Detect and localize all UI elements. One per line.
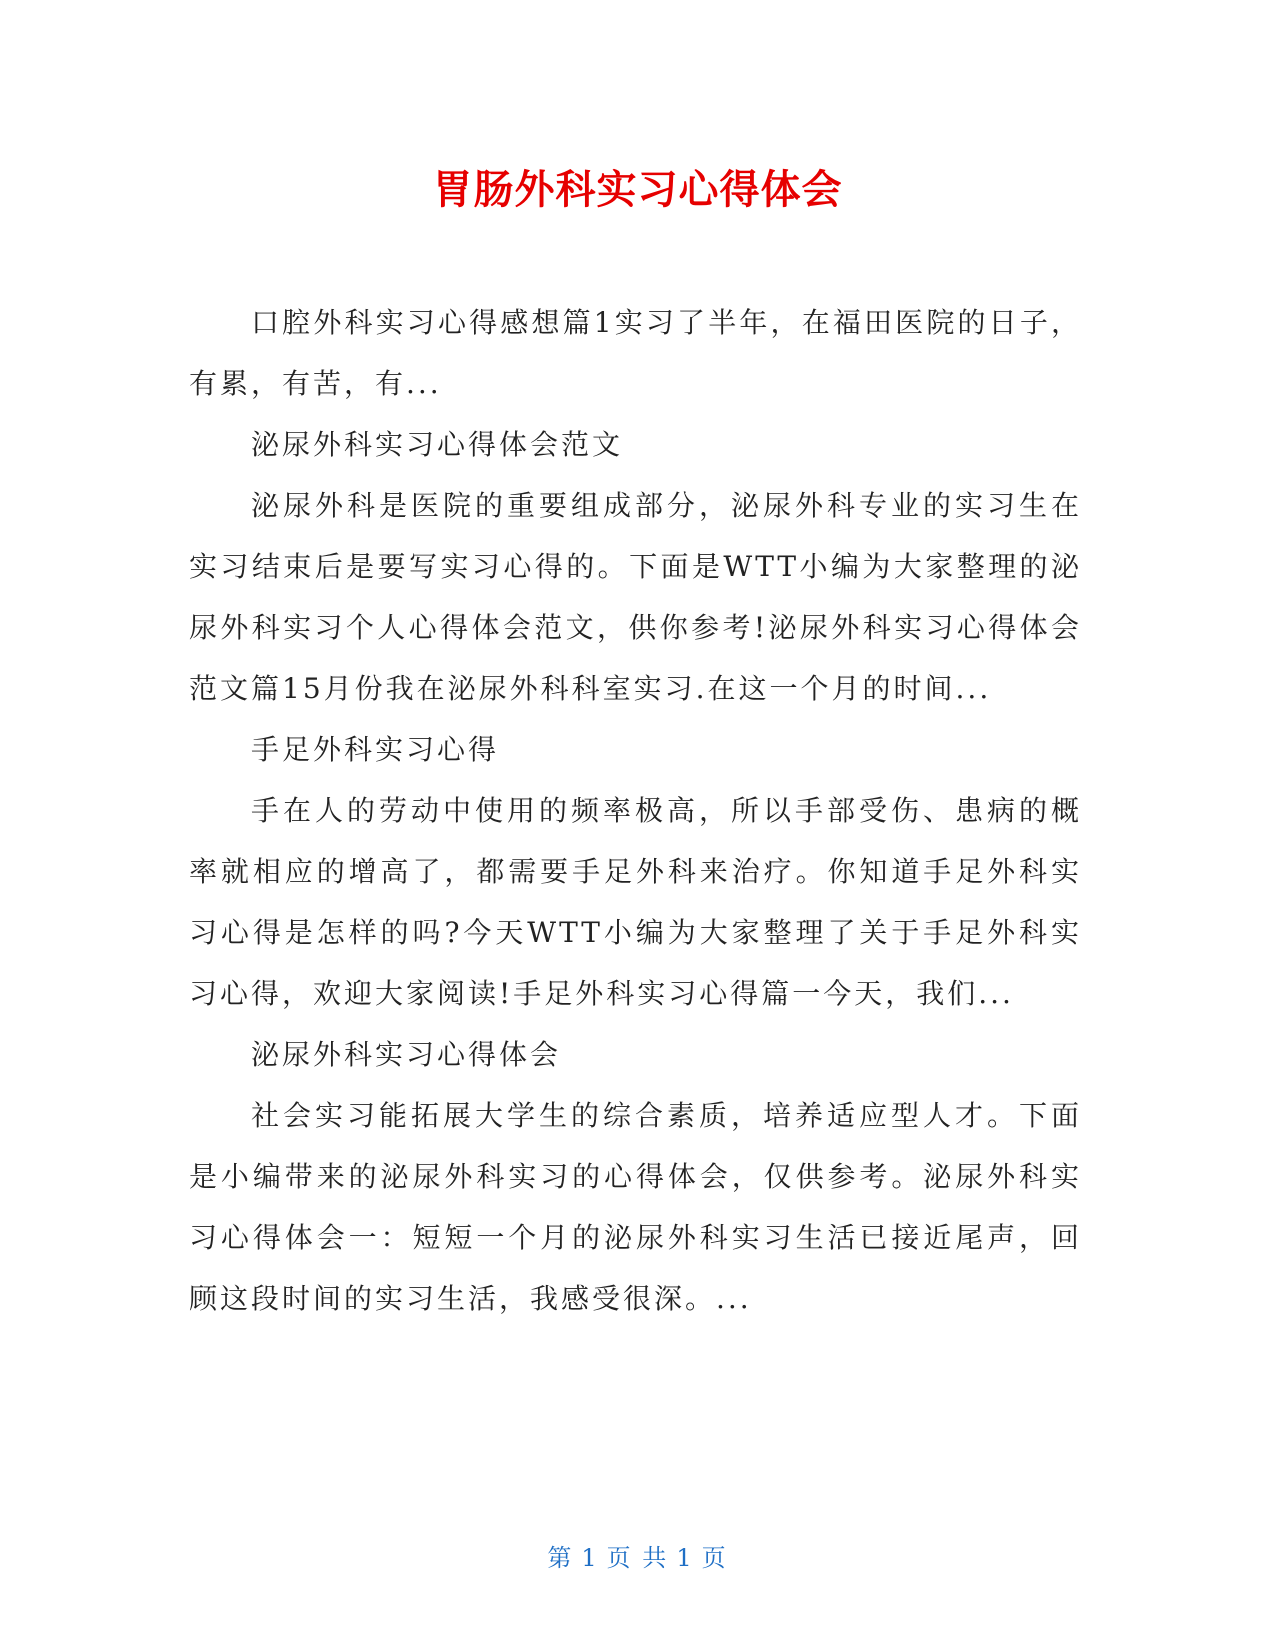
heading-hand-foot-surgery: 手足外科实习心得 xyxy=(251,733,500,766)
paragraph-hand-foot-surgery: 手在人的劳动中使用的频率极高，所以手部受伤、患病的概率就相应的增高了，都需要手足外科来治疗。你知道手足外科实习心得是怎样的吗?今天WTT小编为大家整理了关于手足外科实习心得，欢迎大家阅读!手足外科实习心得篇一今天，我们... xyxy=(189,794,1082,1010)
page-number-footer xyxy=(0,1542,1275,1574)
footer-current-page: 1 xyxy=(581,1544,599,1572)
document-body xyxy=(189,292,1082,1329)
heading-urology-essay: 泌尿外科实习心得体会范文 xyxy=(251,428,624,461)
footer-suffix: 页 xyxy=(701,1544,728,1572)
paragraph-oral-surgery-intro: 口腔外科实习心得感想篇1实习了半年，在福田医院的日子，有累，有苦，有... xyxy=(189,306,1082,400)
document-title: 胃肠外科实习心得体会 xyxy=(432,167,843,213)
footer-total-pages: 1 xyxy=(676,1544,694,1572)
footer-mid: 页 共 xyxy=(606,1544,669,1572)
paragraph-urology-essay: 泌尿外科是医院的重要组成部分，泌尿外科专业的实习生在实习结束后是要写实习心得的。下面是WTT小编为大家整理的泌尿外科实习个人心得体会范文，供你参考!泌尿外科实习心得体会范文篇15月份我在泌尿外科科室实习.在这一个月的时间... xyxy=(189,489,1082,705)
footer-prefix: 第 xyxy=(547,1544,574,1572)
heading-urology-experience: 泌尿外科实习心得体会 xyxy=(251,1038,562,1071)
paragraph-urology-experience: 社会实习能拓展大学生的综合素质，培养适应型人才。下面是小编带来的泌尿外科实习的心得体会，仅供参考。泌尿外科实习心得体会一：短短一个月的泌尿外科实习生活已接近尾声，回顾这段时间的实习生活，我感受很深。... xyxy=(189,1099,1082,1315)
